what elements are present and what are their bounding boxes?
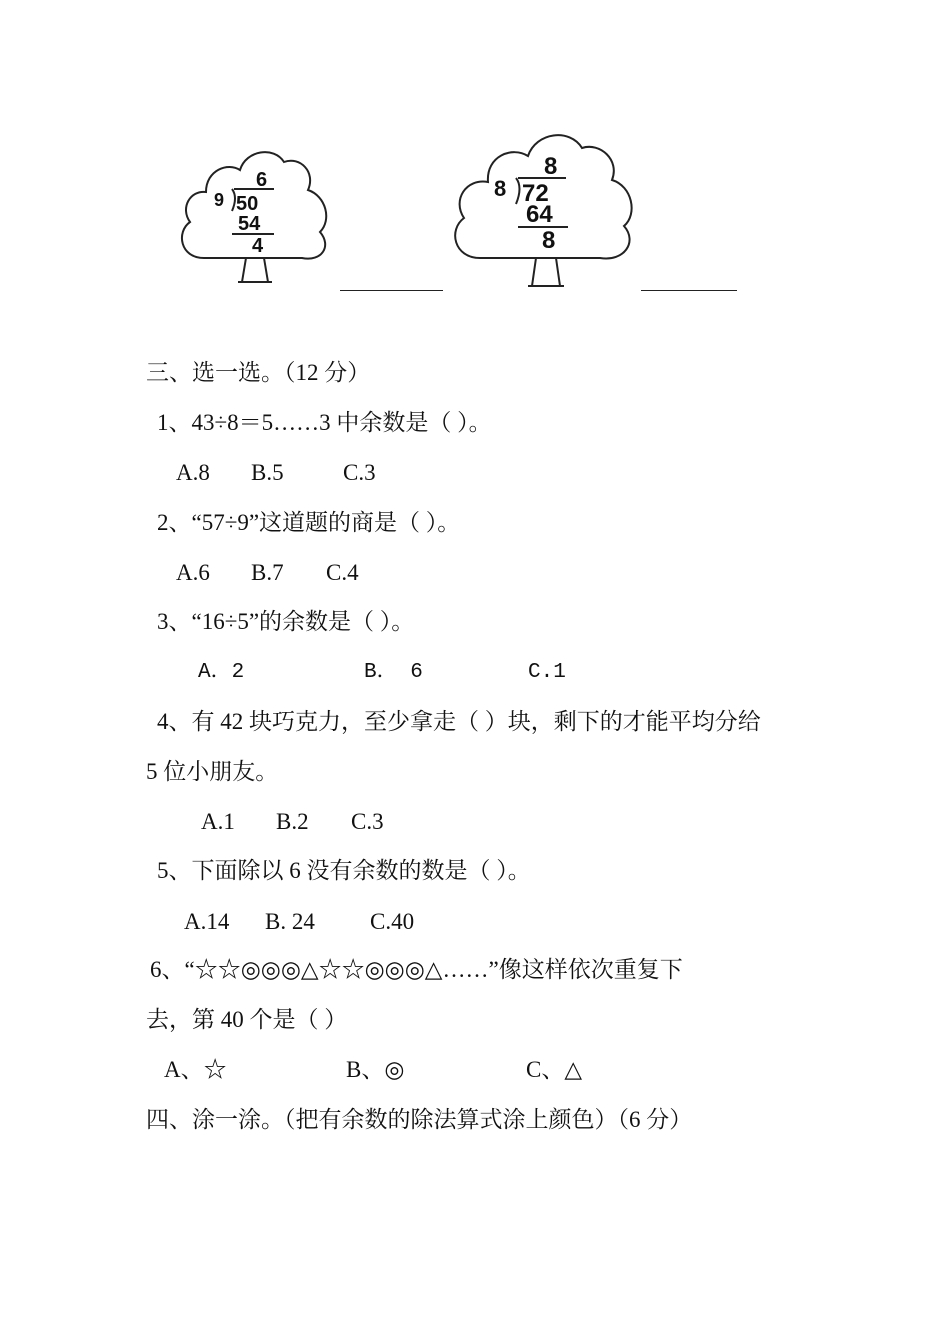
option-c[interactable]: C.4 bbox=[326, 560, 359, 585]
option-a[interactable]: A.1 bbox=[201, 809, 235, 834]
question-2: 2、“57÷9”这道题的商是（ ）。 bbox=[157, 510, 461, 535]
option-a[interactable]: A.14 bbox=[184, 909, 230, 934]
option-c[interactable]: C.1 bbox=[528, 661, 566, 684]
remainder: 8 bbox=[542, 227, 556, 254]
question-4-line-1: 4、有 42 块巧克力，至少拿走（ ）块，剩下的才能平均分给 bbox=[157, 709, 761, 734]
tree-trunk bbox=[532, 258, 560, 286]
question-1: 1、43÷8＝5……3 中余数是（ ）。 bbox=[157, 410, 492, 435]
quotient: 6 bbox=[256, 169, 268, 191]
product: 64 bbox=[526, 201, 553, 228]
product: 54 bbox=[238, 213, 261, 235]
option-b[interactable]: B.2 bbox=[276, 809, 309, 834]
option-b[interactable]: B． 6 bbox=[364, 661, 423, 684]
divisor: 8 bbox=[494, 176, 507, 201]
option-c[interactable]: C.3 bbox=[351, 809, 384, 834]
option-c[interactable]: C.40 bbox=[370, 909, 415, 934]
answer-blank-1[interactable] bbox=[340, 290, 443, 291]
question-4-line-2: 5 位小朋友。 bbox=[146, 759, 279, 784]
divisor: 9 bbox=[214, 190, 225, 210]
division-tree-2 bbox=[448, 126, 638, 292]
option-b[interactable]: B.5 bbox=[251, 460, 284, 485]
question-6-line-1: 6、“☆☆◎◎◎△☆☆◎◎◎△……”像这样依次重复下 bbox=[150, 957, 683, 982]
option-c[interactable]: C、△ bbox=[526, 1057, 583, 1082]
quotient: 8 bbox=[544, 153, 558, 180]
answer-blank-2[interactable] bbox=[641, 290, 737, 291]
option-b[interactable]: B.7 bbox=[251, 560, 284, 585]
dividend: 50 bbox=[236, 193, 259, 215]
option-a[interactable]: A、☆ bbox=[164, 1057, 227, 1082]
remainder: 4 bbox=[252, 235, 264, 257]
option-a[interactable]: A．2 bbox=[198, 661, 245, 684]
question-3: 3、“16÷5”的余数是（ ）。 bbox=[157, 609, 415, 634]
question-5: 5、下面除以 6 没有余数的数是（ ）。 bbox=[157, 858, 531, 883]
option-b[interactable]: B. 24 bbox=[265, 909, 315, 934]
option-c[interactable]: C.3 bbox=[343, 460, 376, 485]
section-3-title: 三、选一选。（12 分） bbox=[146, 360, 371, 385]
division-tree-1 bbox=[176, 140, 336, 290]
section-4-title: 四、涂一涂。（把有余数的除法算式涂上颜色）（6 分） bbox=[146, 1107, 693, 1132]
option-a[interactable]: A.6 bbox=[176, 560, 210, 585]
option-a[interactable]: A.8 bbox=[176, 460, 210, 485]
option-b[interactable]: B、◎ bbox=[346, 1057, 405, 1082]
dividend: 72 bbox=[522, 180, 549, 207]
question-6-line-2: 去，第 40 个是（ ） bbox=[146, 1007, 348, 1032]
tree-trunk bbox=[242, 258, 268, 282]
